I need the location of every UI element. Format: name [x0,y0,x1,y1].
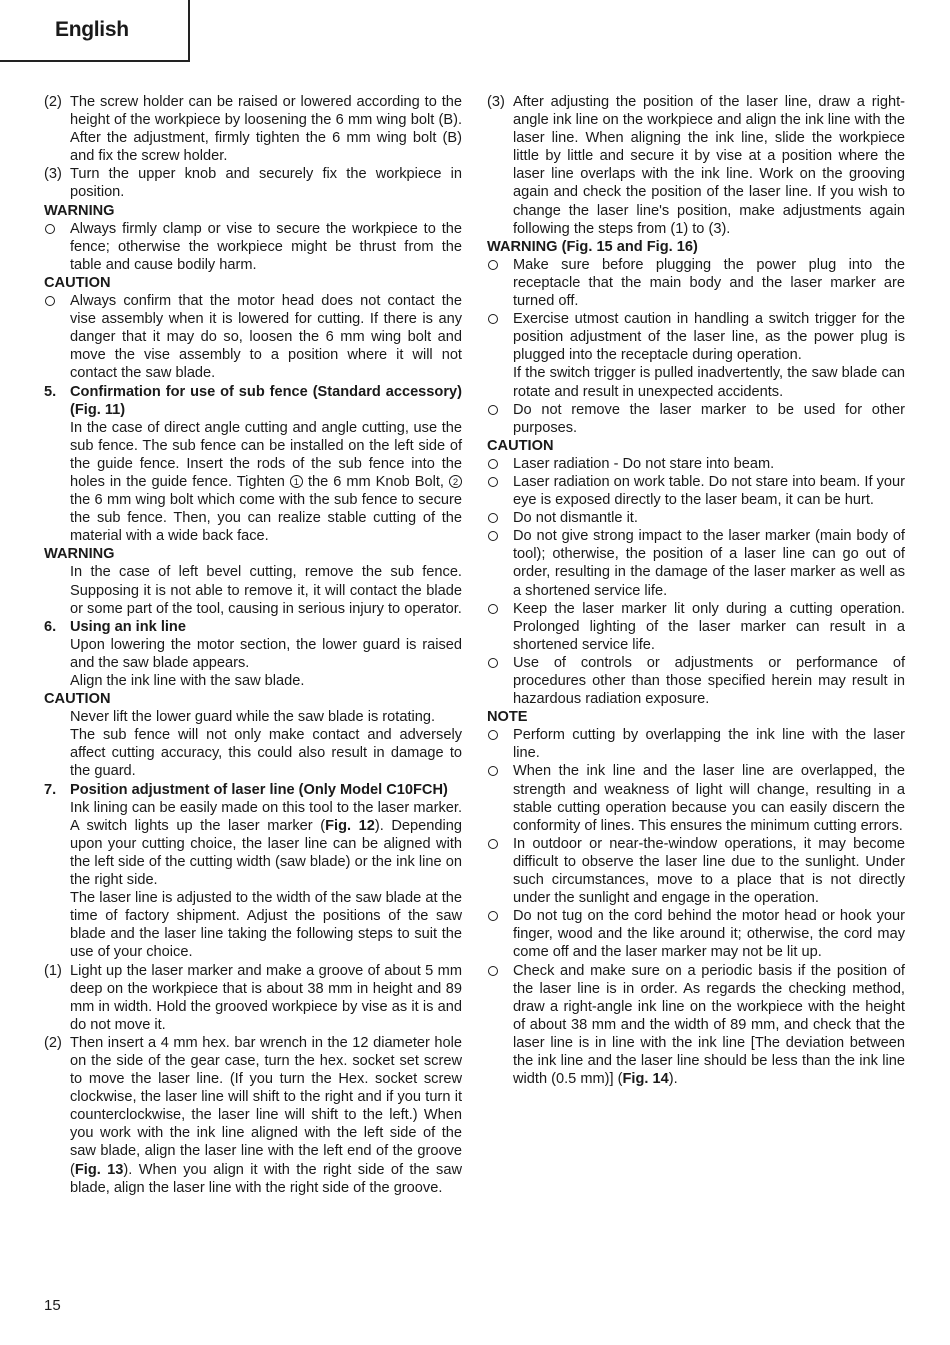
circle-bullet-icon [488,730,498,740]
step-label: (3) [487,94,505,110]
note-text [513,963,905,1088]
section-text: Ink lining can be easily made on this tool to the laser marker. A switch lights up the laser marker ( [70,799,462,834]
caution-item [487,455,905,473]
caution-heading: CAUTION [44,274,111,291]
warning-text: In the case of left bevel cutting, remove the sub fence. Supposing it is not able to remove it, it will contact the blade or some part of the tool, causing in serious injury to operator. [70,564,462,617]
circle-bullet-icon [488,966,498,976]
step-1-groove [44,962,462,1034]
step-3-ink-line [487,93,905,238]
note-item [487,835,905,907]
section-text: In the case of direct angle cutting and angle cutting, use the sub fence. The sub fence can be installed on the left side of the guide fence. Insert the rods of the sub fence into the holes in the guide fence. Tighten [70,419,462,490]
section-7-text: The laser line is adjusted to the width of the saw blade at the time of factory shipment. Adjust the positions of the saw blade and the laser line taking the following steps to suit the use of your choice. [70,890,462,961]
warning-text: Make sure before plugging the power plug into the receptacle that the main body and the laser marker are turned off. [513,256,905,310]
note-text-part: ). [668,1071,678,1088]
section-6-text: Upon lowering the motor section, the lower guard is raised and the saw blade appears. [70,636,462,671]
step-3-upper-knob [44,165,462,201]
section-number: 6. [44,618,57,635]
note-text: Perform cutting by overlapping the ink line with the laser line. [513,727,905,762]
section-5-text [44,419,462,546]
caution-text: Keep the laser marker lit only during a cutting operation. Prolonged lighting of the laser marker can result in a shortened service life. [513,600,905,653]
warning-text: Do not remove the laser marker to be used for other purposes. [513,401,905,436]
step-label: (2) [44,1034,62,1051]
figure-ref: Fig. 14 [622,1071,669,1088]
circle-bullet-icon [488,839,498,849]
circle-bullet-icon [45,296,55,306]
language-label: English [55,18,129,41]
caution-text: Do not give strong impact to the laser marker (main body of tool); otherwise, the position of a laser line can go out of order, resulting in the damage of the laser marker as well as a shortened service life. [513,528,905,599]
step-text: After adjusting the position of the laser line, draw a right-angle ink line on the workpiece and align the ink line with the laser line. When aligning the ink line, slide the workpiece little by little and secure it by vise at a position where the laser line overlaps with the ink line. Work on the grooving again and check the position of the laser line. If you wish to change the laser line's position, make adjustments again following the steps from (1) to (3). [513,94,905,237]
note-item [487,962,905,1089]
circle-bullet-icon [488,658,498,668]
circle-bullet-icon [45,224,55,234]
figure-ref: Fig. 13 [74,1161,124,1178]
step-label: (3) [44,166,62,183]
note-heading: NOTE [487,709,528,726]
section-text: the 6 mm Knob Bolt, [307,473,444,490]
caution-text: Use of controls or adjustments or performance of procedures other than those specified herein may result in hazardous radiation exposure. [513,654,905,708]
warning-heading: WARNING [44,202,115,219]
warning-text: Always firmly clamp or vise to secure the workpiece to the fence; otherwise the workpiece might be thrust from the table and cause bodily harm. [70,220,462,273]
note-text-part: Check and make sure on a periodic basis if the position of the laser line is in order. As regards the checking method, draw a right-angle ink line on the workpiece with the height of about 38 mm and the width of 89 mm, and check that the laser line is in line with the ink line [The deviation between the ink line and the laser line should be less than the ink line width (0.5 mm)] ( [513,962,905,1088]
section-7-text [44,799,462,889]
circle-bullet-icon [488,459,498,469]
warning-extra-text: If the switch trigger is pulled inadvertently, the saw blade can rotate and result in unexpected accidents. [513,365,905,400]
section-title: Confirmation for use of sub fence (Standard accessory) (Fig. 11) [70,383,462,418]
circle-bullet-icon [488,314,498,324]
circle-bullet-icon [488,405,498,415]
circle-bullet-icon [488,766,498,776]
caution-item [487,654,905,708]
warning-text: Exercise utmost caution in handling a switch trigger for the position adjustment of the laser line, as the power plug is plugged into the receptacle during operation. [513,311,905,364]
section-title: Using an ink line [70,618,186,635]
caution-text: Laser radiation - Do not stare into beam. [513,455,775,472]
section-6-title [44,618,462,636]
caution-item [44,292,462,382]
left-column [44,93,462,1197]
circle-bullet-icon [488,513,498,523]
warning-item [44,220,462,274]
right-column [487,93,905,1088]
circle-bullet-icon [488,260,498,270]
warning-heading: WARNING [44,546,115,563]
section-number: 7. [44,781,57,798]
caution-item [487,509,905,527]
warning-item [487,256,905,310]
circle-bullet-icon [488,604,498,614]
caution-heading: CAUTION [487,437,554,454]
language-tab [0,0,190,62]
caution-text: Always confirm that the motor head does not contact the vise assembly when it is lowered for cutting. If there is any danger that it may do so, loosen the 6 mm wing bolt and move the vise assembly to a position where it will not contact the saw blade. [70,293,462,382]
caution-item [487,600,905,654]
step-label: (2) [44,94,62,110]
step-text-part: ). When you align it with the right side of the saw blade, align the laser line with the right side of the groove. [70,1161,462,1196]
section-title: Position adjustment of laser line (Only Model C10FCH) [70,781,448,798]
section-5-title [44,383,462,419]
step-text [70,1035,462,1196]
step-2-hex-wrench [44,1034,462,1197]
warning-item [487,401,905,437]
section-7-title [44,781,462,799]
step-text: Turn the upper knob and securely fix the workpiece in position. [70,166,462,201]
caution-item [487,527,905,599]
section-6-text: Align the ink line with the saw blade. [70,673,305,689]
section-text: the 6 mm wing bolt which come with the sub fence to secure the sub fence. Then, you can realize stable cutting of the material with a wide back face. [70,492,462,545]
caution-heading: CAUTION [44,691,111,708]
circle-bullet-icon [488,531,498,541]
caution-text: Laser radiation on work table. Do not stare into beam. If your eye is exposed directly to the laser beam, it can be hurt. [513,473,905,509]
step-2-screw-holder [44,93,462,165]
note-text: When the ink line and the laser line are overlapped, the strength and weakness of light will change, resulting in a stable cutting operation because you can easily discern the conformity of lines. This ensures the minimum cutting errors. [513,763,905,834]
caution-item [487,473,905,509]
caution-text: Do not dismantle it. [513,510,638,527]
page-number: 15 [44,1297,61,1314]
note-text: Do not tug on the cord behind the motor head or hook your finger, wood and the like around it; otherwise, the cord may come off and the laser marker may not be lit up. [513,908,905,961]
warning-heading: WARNING (Fig. 15 and Fig. 16) [487,238,698,255]
note-item [487,762,905,834]
figure-ref: Fig. 12 [325,817,375,834]
callout-number-2: 2 [449,475,462,488]
note-item [487,726,905,762]
caution-text: The sub fence will not only make contact and adversely affect cutting accuracy, this could also result in damage to the guard. [70,727,462,780]
caution-text: Never lift the lower guard while the saw blade is rotating. [70,709,436,726]
step-text: The screw holder can be raised or lowered according to the height of the workpiece by loosening the 6 mm wing bolt (B). After the adjustment, firmly tighten the 6 mm wing bolt (B) and fix the screw holder. [70,94,462,165]
section-text: ). Depending upon your cutting choice, the laser line can be aligned with the left side of the cutting width (saw blade) or the ink line on the right side. [70,817,462,889]
circle-bullet-icon [488,477,498,487]
step-text: Light up the laser marker and make a groove of about 5 mm deep on the workpiece that is about 38 mm in height and 89 mm in width. Hold the grooved workpiece by vise as it is and do not move it. [70,962,462,1033]
note-text: In outdoor or near-the-window operations, it may become difficult to observe the laser line due to the sunlight. Under such circumstances, move to a place that is not directly under the sunlight and engage in the operation. [513,835,905,907]
step-label: (1) [44,962,62,979]
section-number: 5. [44,383,57,400]
callout-number-1: 1 [290,475,303,488]
step-text-part: Then insert a 4 mm hex. bar wrench in the 12 diameter hole on the side of the gear case, turn the hex. socket set screw to move the laser line. (If you turn the Hex. socket screw clockwise, the laser line will shift to the right and if you turn it counterclockwise, the laser line will shift to the left.) When you work with the ink line aligned with the left side of the saw blade, align the laser line with the left end of the groove ( [70,1034,462,1178]
note-item [487,907,905,961]
warning-item [487,310,905,364]
circle-bullet-icon [488,911,498,921]
